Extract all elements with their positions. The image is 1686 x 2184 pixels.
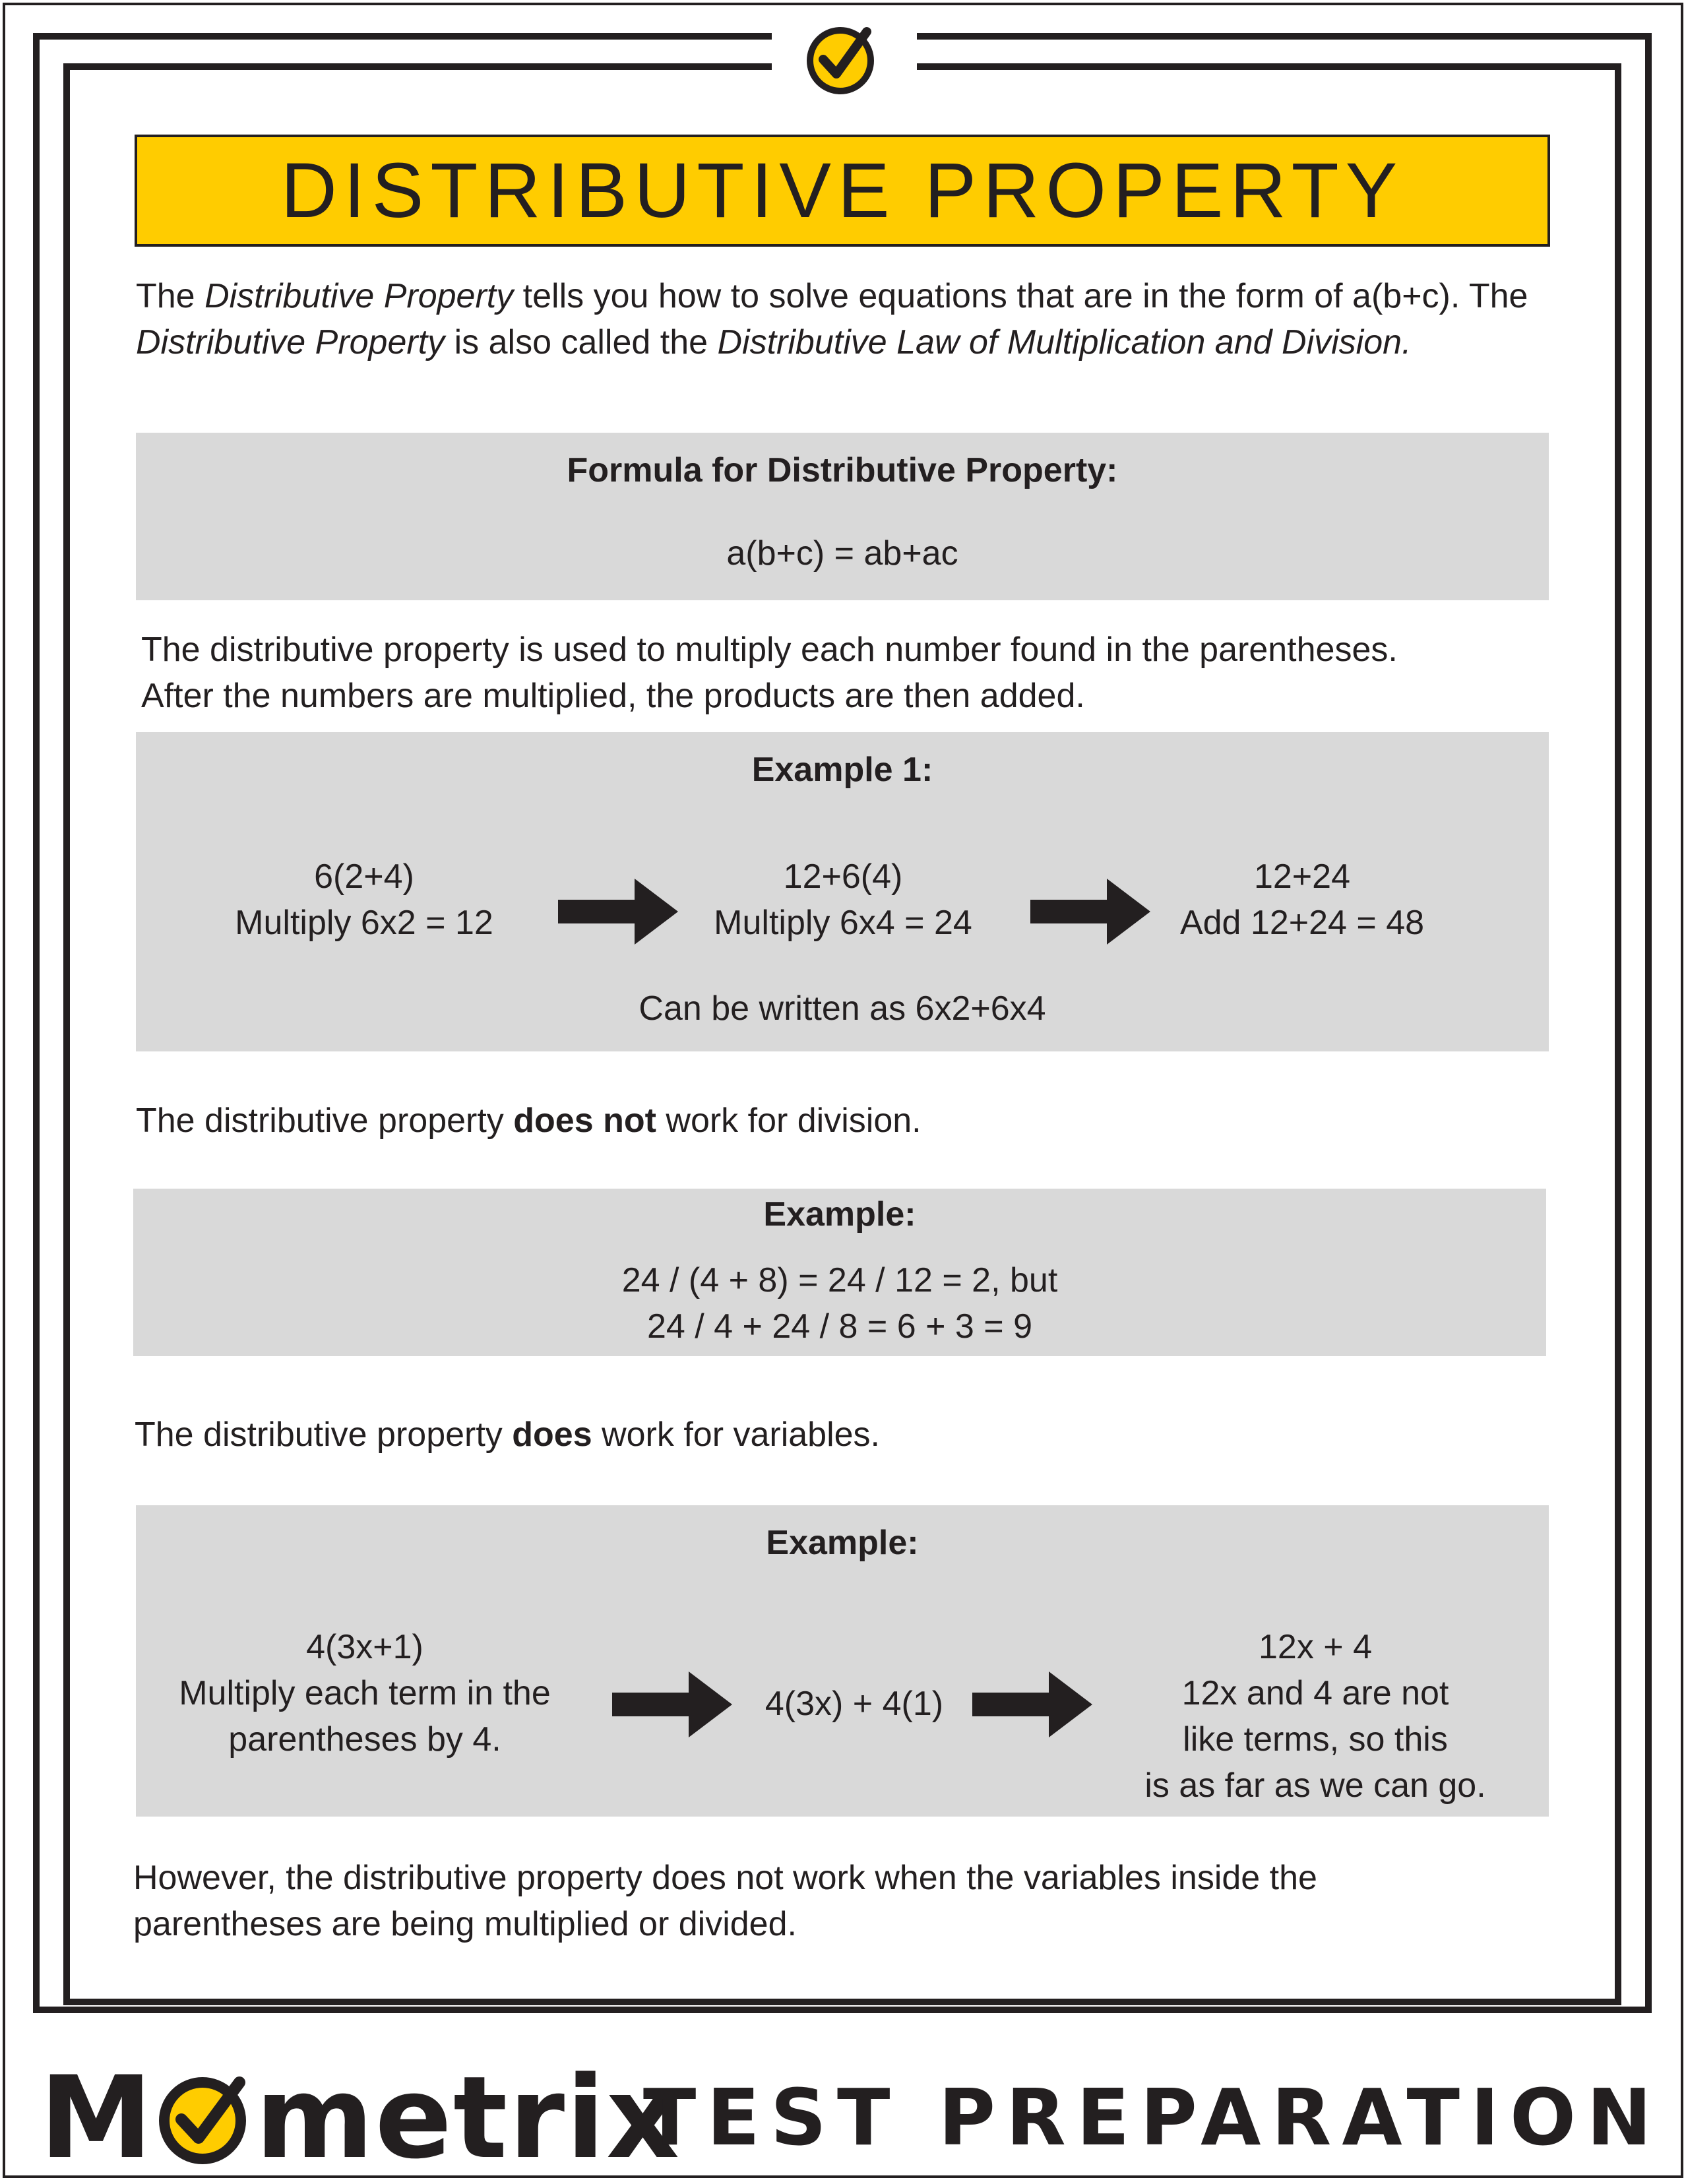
title-bar [135, 135, 1550, 247]
step-instruction: Multiply 6x2 = 12 [235, 904, 493, 942]
example2-line: 24 / 4 + 24 / 8 = 6 + 3 = 9 [646, 1307, 1032, 1346]
logo-text: metrix [255, 2051, 681, 2184]
checkmark-badge-icon [803, 20, 881, 98]
intro-term: Distributive Law of Multiplication and Division. [717, 323, 1412, 361]
intro-text: The [136, 277, 205, 315]
note-emphasis: does not [513, 1102, 656, 1140]
intro-text: tells you how to solve equations that are in the form of a(b+c). The [513, 277, 1528, 315]
step-instruction: 12x and 4 are not [1181, 1674, 1449, 1712]
example1-step [1104, 854, 1500, 946]
step-instruction: like terms, so this [1183, 1720, 1448, 1759]
variables-note [135, 1412, 1553, 1458]
footer-tagline: TEST PREPARATION [642, 2072, 1662, 2163]
note-text: work for variables. [592, 1416, 881, 1454]
step-instruction: Add 12+24 = 48 [1179, 904, 1425, 942]
example2-body [133, 1257, 1546, 1350]
logo-letter: M [40, 2051, 154, 2184]
example1-step [166, 854, 562, 946]
note-text: work for division. [656, 1102, 921, 1140]
example3-heading: Example: [766, 1524, 919, 1562]
step-expression: 6(2+4) [314, 858, 414, 896]
page-title: DISTRIBUTIVE PROPERTY [280, 147, 1404, 234]
formula-equation: a(b+c) = ab+ac [726, 534, 958, 573]
right-arrow-icon [972, 1671, 1092, 1737]
closing-paragraph [133, 1855, 1584, 1947]
example2-heading: Example: [763, 1195, 916, 1233]
explain-line: After the numbers are multiplied, the products are then added. [141, 677, 1085, 715]
step-instruction: is as far as we can go. [1144, 1766, 1486, 1805]
example3-step: 4(3x) + 4(1) [765, 1685, 944, 1723]
note-text: The distributive property [135, 1416, 513, 1454]
step-instruction: parentheses by 4. [228, 1720, 501, 1759]
intro-paragraph [136, 273, 1554, 365]
example2-line: 24 / (4 + 8) = 24 / 12 = 2, but [621, 1261, 1058, 1299]
closing-line: parentheses are being multiplied or divided. [133, 1905, 797, 1943]
mometrix-logo [40, 2051, 681, 2184]
step-expression: 4(3x+1) [306, 1628, 423, 1666]
intro-term: Distributive Property [204, 277, 514, 315]
step-expression: 12+6(4) [783, 858, 903, 896]
division-note [136, 1098, 1554, 1144]
mometrix-check-o-icon [156, 2069, 253, 2166]
right-arrow-icon [612, 1671, 732, 1737]
example3-step [1098, 1624, 1533, 1809]
example3-step [145, 1624, 584, 1763]
intro-text: is also called the [445, 323, 718, 361]
intro-term: Distributive Property [136, 323, 445, 361]
step-expression: 12+24 [1253, 858, 1351, 896]
explain-line: The distributive property is used to multiply each number found in the parentheses. [141, 631, 1398, 669]
step-instruction: Multiply each term in the [179, 1674, 551, 1712]
example1-note: Can be written as 6x2+6x4 [639, 989, 1046, 1028]
example1-step [645, 854, 1041, 946]
note-text: The distributive property [136, 1102, 514, 1140]
formula-heading: Formula for Distributive Property: [567, 451, 1118, 489]
explain-paragraph [141, 627, 1592, 719]
note-emphasis: does [512, 1416, 592, 1454]
closing-line: However, the distributive property does not work when the variables inside the [133, 1859, 1317, 1897]
step-expression: 12x + 4 [1258, 1628, 1373, 1666]
example1-heading: Example 1: [751, 751, 933, 789]
step-instruction: Multiply 6x4 = 24 [714, 904, 972, 942]
